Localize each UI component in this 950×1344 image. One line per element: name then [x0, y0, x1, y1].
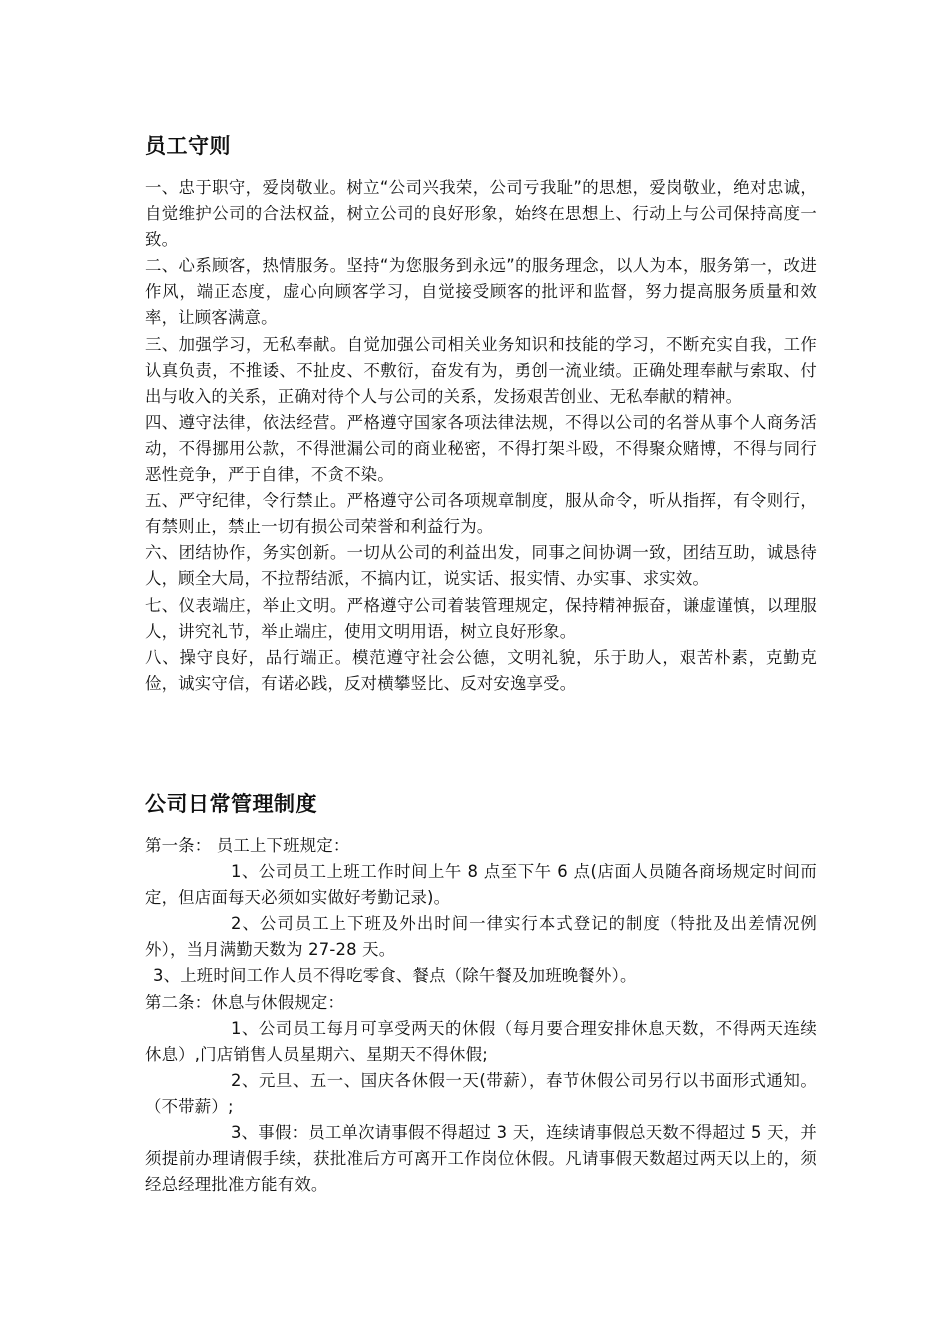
article-1-item-2: 2、公司员工上下班及外出时间一律实行本式登记的制度（特批及出差情况例外），当月满勤天数为 27-28 天。 — [145, 914, 817, 960]
article-2-heading: 第二条：休息与休假规定： — [145, 992, 345, 1012]
employee-code-body — [145, 175, 817, 697]
article-2-item-1: 1、公司员工每月可享受两天的休假（每月要合理安排休息天数，不得两天连续休息）,门店销售人员星期六、星期天不得休假; — [145, 1018, 817, 1064]
daily-management-body — [145, 833, 817, 1198]
code-paragraph-1: 一、忠于职守，爱岗敬业。树立“公司兴我荣，公司亏我耻”的思想，爱岗敬业，绝对忠诚，自觉维护公司的合法权益，树立公司的良好形象，始终在思想上、行动上与公司保持高度一致。 — [145, 178, 817, 250]
article-2-item-3: 3、事假：员工单次请事假不得超过 3 天，连续请事假总天数不得超过 5 天，并须提前办理请假手续，获批准后方可离开工作岗位休假。凡请事假天数超过两天以上的，须经总经理批准方能有效。 — [145, 1123, 817, 1195]
code-paragraph-2: 二、心系顾客，热情服务。坚持“为您服务到永远”的服务理念，以人为本，服务第一，改进作风，端正态度，虚心向顾客学习，自觉接受顾客的批评和监督，努力提高服务质量和效率，让顾客满意。 — [145, 256, 817, 328]
article-2-item-2: 2、元旦、五一、国庆各休假一天(带薪），春节休假公司另行以书面形式通知。（不带薪）; — [145, 1070, 817, 1116]
article-1-item-3: 3、上班时间工作人员不得吃零食、餐点（除午餐及加班晚餐外）。 — [153, 966, 637, 986]
code-paragraph-3: 三、加强学习，无私奉献。自觉加强公司相关业务知识和技能的学习，不断充实自我，工作认真负责，不推诿、不扯皮、不敷衍，奋发有为，勇创一流业绩。正确处理奉献与索取、付出与收入的关系，正确对待个人与公司的关系，发扬艰苦创业、无私奉献的精神。 — [145, 334, 817, 406]
code-paragraph-8: 八、操守良好，品行端正。模范遵守社会公德，文明礼貌，乐于助人，艰苦朴素，克勤克俭，诚实守信，有诺必践，反对横攀竖比、反对安逸享受。 — [145, 647, 817, 693]
code-paragraph-6: 六、团结协作，务实创新。一切从公司的利益出发，同事之间协调一致，团结互助，诚恳待人，顾全大局，不拉帮结派，不搞内讧，说实话、报实情、办实事、求实效。 — [145, 543, 817, 589]
section-title-daily-management: 公司日常管理制度 — [145, 792, 317, 816]
section-title-employee-code: 员工守则 — [145, 134, 231, 158]
code-paragraph-4: 四、遵守法律，依法经营。严格遵守国家各项法律法规，不得以公司的名誉从事个人商务活动，不得挪用公款，不得泄漏公司的商业秘密，不得打架斗殴，不得聚众赌博，不得与同行恶性竞争，严于自律，不贪不染。 — [145, 412, 817, 485]
code-paragraph-5: 五、严守纪律，令行禁止。严格遵守公司各项规章制度，服从命令，听从指挥，有令则行，有禁则止，禁止一切有损公司荣誉和利益行为。 — [145, 491, 817, 537]
article-1-item-1: 1、公司员工上班工作时间上午 8 点至下午 6 点(店面人员随各商场规定时间而定，但店面每天必须如实做好考勤记录)。 — [145, 862, 817, 908]
article-1-heading: 第一条： 员工上下班规定： — [145, 836, 350, 855]
code-paragraph-7: 七、仪表端庄，举止文明。严格遵守公司着装管理规定，保持精神振奋，谦虚谨慎，以理服人，讲究礼节，举止端庄，使用文明用语，树立良好形象。 — [145, 595, 817, 641]
